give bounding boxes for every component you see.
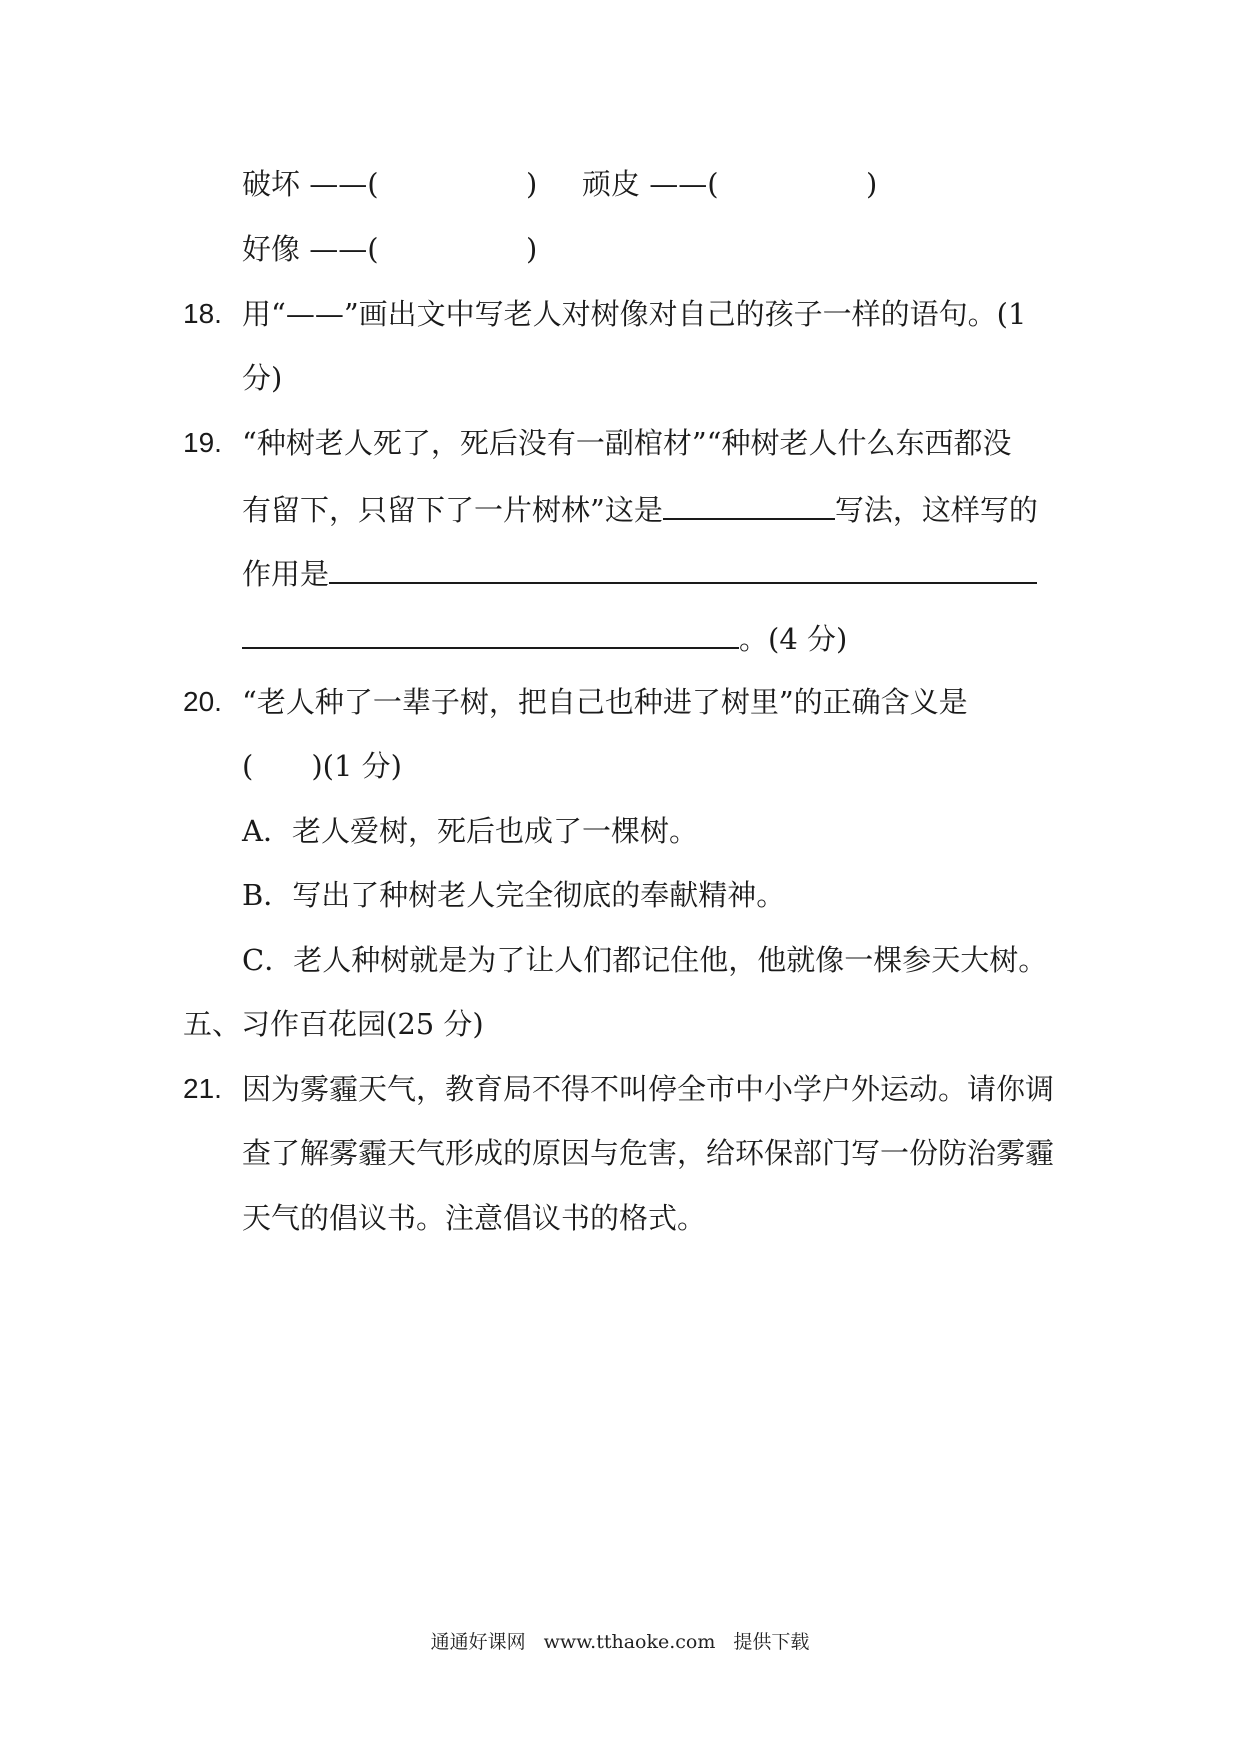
q19-line4-end: 。(4 分)	[739, 622, 848, 656]
q17-item-wanpi	[582, 164, 719, 204]
section5-title: 五、习作百花园(25 分)	[183, 1007, 484, 1041]
q17-item-haoxiang-label: 好像 ——(	[242, 232, 379, 266]
q17-item-haoxiang	[242, 229, 379, 269]
q20-option-b: B．写出了种树老人完全彻底的奉献精神。	[242, 878, 786, 912]
q21-line2: 查了解雾霾天气形成的原因与危害，给环保部门写一份防治雾霾	[242, 1136, 1055, 1170]
q19-line3-text: 作用是	[242, 557, 330, 591]
q20-option-a: A．老人爱树，死后也成了一棵树。	[242, 814, 698, 848]
q19-line2-text-a: 有留下，只留下了一片树林”这是	[242, 493, 663, 527]
q19-line1: “种树老人死了，死后没有一副棺材”“种树老人什么东西都没	[242, 426, 1012, 460]
q17-item-pohuai-close: )	[526, 167, 538, 201]
page-footer	[0, 1628, 1240, 1656]
q17-item-pohuai-label: 破坏 ——(	[242, 167, 379, 201]
q17-item-wanpi-close: )	[866, 167, 878, 201]
q17-item-wanpi-label: 顽皮 ——(	[582, 167, 719, 201]
q20-line1: “老人种了一辈子树，把自己也种进了树里”的正确含义是	[242, 685, 968, 719]
q19-blank-effect-1[interactable]	[329, 552, 1037, 584]
footer-url[interactable]: www.tthaoke.com	[543, 1631, 716, 1653]
q20-number: 20.	[183, 686, 222, 717]
q21-line3: 天气的倡议书。注意倡议书的格式。	[242, 1201, 707, 1235]
q19-line4	[242, 617, 847, 659]
q19-line2-text-b: 写法，这样写的	[834, 493, 1038, 527]
q18-number: 18.	[183, 298, 222, 329]
q20-option-c: C．老人种树就是为了让人们都记住他，他就像一棵参天大树。	[242, 943, 1048, 977]
q21-line1: 因为雾霾天气，教育局不得不叫停全市中小学户外运动。请你调	[242, 1072, 1055, 1106]
q17-item-pohuai	[242, 164, 379, 204]
q19-line2	[242, 488, 1038, 530]
q19-line3	[242, 552, 1037, 594]
q18-line1: 用“——”画出文中写老人对树像对自己的孩子一样的语句。(1	[242, 297, 1027, 331]
q19-number: 19.	[183, 427, 222, 458]
q21-number: 21.	[183, 1073, 222, 1104]
footer-suffix: 提供下载	[733, 1631, 810, 1653]
q19-blank-technique[interactable]	[663, 488, 835, 520]
footer-site-name: 通通好课网	[430, 1631, 526, 1653]
q17-item-haoxiang-close: )	[526, 232, 538, 266]
q20-line2: ( )(1 分)	[242, 749, 402, 783]
q19-blank-effect-2[interactable]	[242, 617, 739, 649]
q18-line2: 分)	[242, 361, 283, 395]
